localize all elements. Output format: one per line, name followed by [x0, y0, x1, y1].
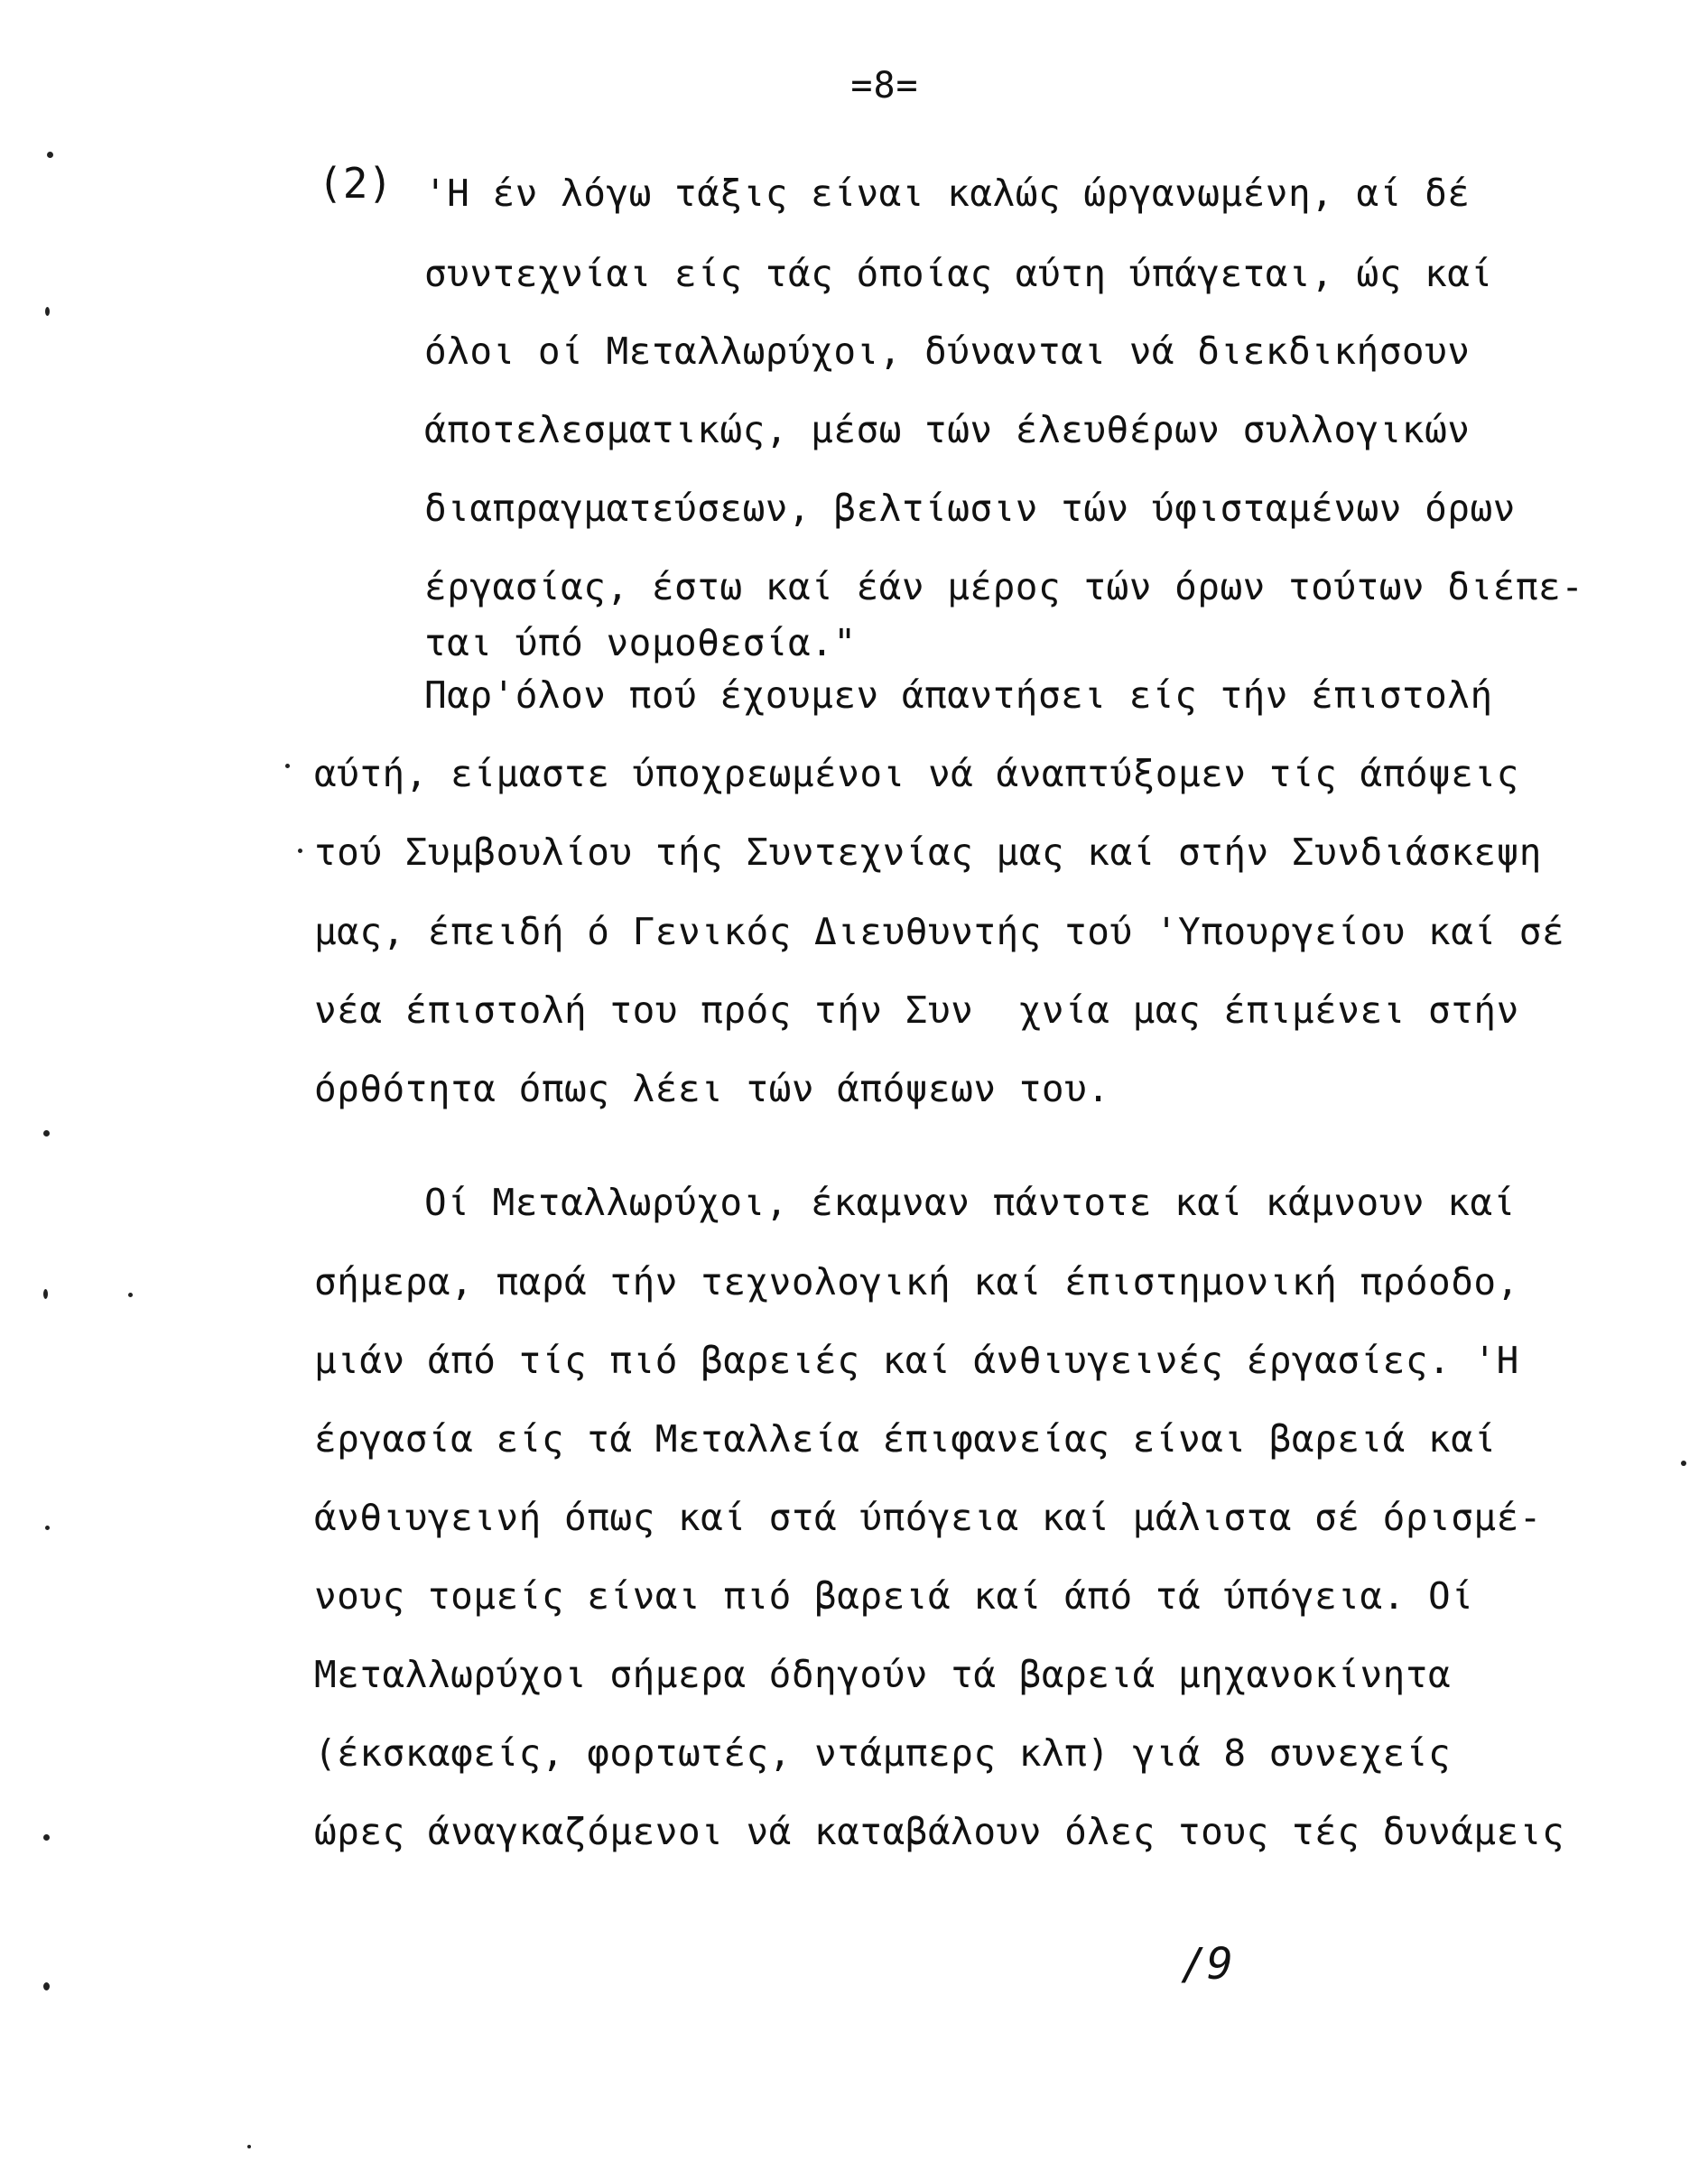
next-page-reference: /9 [1181, 1939, 1233, 1990]
paragraph-line: Μεταλλωρύχοι σήμερα όδηγούν τά βαρειά μηχανοκίνητα [314, 1653, 1452, 1696]
scan-speck [285, 764, 290, 768]
paragraph-line: αύτή, είμαστε ύποχρεωμένοι νά άναπτύξομεν τίς άπόψεις [314, 752, 1519, 795]
quote-line: 'Η έν λόγω τάξις είναι καλώς ώργανωμένη, αί δέ [424, 172, 1471, 215]
scan-speck [43, 1289, 48, 1299]
scan-speck [128, 1293, 133, 1297]
quote-line: διαπραγματεύσεων, βελτίωσιν τών ύφισταμένων όρων [424, 487, 1516, 530]
quote-line: ται ύπό νομοθεσία." [424, 621, 857, 664]
scan-speck [1681, 1461, 1686, 1466]
paragraph-line: Παρ'όλον πού έχουμεν άπαντήσει είς τήν έπιστολή [424, 673, 1493, 717]
scan-speck [45, 307, 50, 316]
paragraph-line: νέα έπιστολή του πρός τήν Συν χνία μας έπιμένει στήν [314, 988, 1519, 1032]
paragraph-line: νους τομείς είναι πιό βαρειά καί άπό τά ύπόγεια. Οί [314, 1574, 1474, 1618]
scan-speck [43, 1130, 50, 1137]
scan-speck [43, 1834, 50, 1841]
scan-speck [298, 849, 302, 853]
paragraph-line: ώρες άναγκαζόμενοι νά καταβάλουν όλες τους τές δυνάμεις [314, 1810, 1565, 1853]
paragraph-line: σήμερα, παρά τήν τεχνολογική καί έπιστημονική πρόοδο, [314, 1260, 1519, 1304]
paragraph-line: άνθιυγεινή όπως καί στά ύπόγεια καί μάλιστα σέ όρισμέ- [314, 1496, 1542, 1539]
paragraph-line: έργασία είς τά Μεταλλεία έπιφανείας είναι βαρειά καί [314, 1417, 1497, 1461]
paragraph-line: Οί Μεταλλωρύχοι, έκαμναν πάντοτε καί κάμνουν καί [424, 1181, 1516, 1224]
scan-speck [47, 152, 53, 158]
quote-line: συντεχνίαι είς τάς όποίας αύτη ύπάγεται, ώς καί [424, 252, 1493, 295]
quote-line: όλοι οί Μεταλλωρύχοι, δύνανται νά διεκδικήσουν [424, 329, 1471, 373]
paragraph-line: όρθότητα όπως λέει τών άπόψεων του. [314, 1067, 1110, 1110]
quote-line: άποτελεσματικώς, μέσω τών έλευθέρων συλλογικών [424, 408, 1471, 451]
paragraph-line: μας, έπειδή ό Γενικός Διευθυντής τού 'Υπουργείου καί σέ [314, 910, 1565, 953]
scan-speck [45, 1526, 50, 1530]
page-number: =8= [850, 65, 919, 107]
paragraph-line: (έκσκαφείς, φορτωτές, ντάμπερς κλπ) γιά 8 συνεχείς [314, 1731, 1452, 1775]
paragraph-line: τού Συμβουλίου τής Συντεχνίας μας καί στήν Συνδιάσκεψη [314, 830, 1542, 874]
scan-speck [247, 2145, 251, 2148]
quote-line: έργασίας, έστω καί έάν μέρος τών όρων τούτων διέπε- [424, 565, 1584, 608]
paragraph-line: μιάν άπό τίς πιό βαρειές καί άνθιυγεινές έργασίες. 'Η [314, 1339, 1519, 1382]
scan-speck [43, 1982, 50, 1990]
section-marker: (2) [318, 159, 394, 208]
